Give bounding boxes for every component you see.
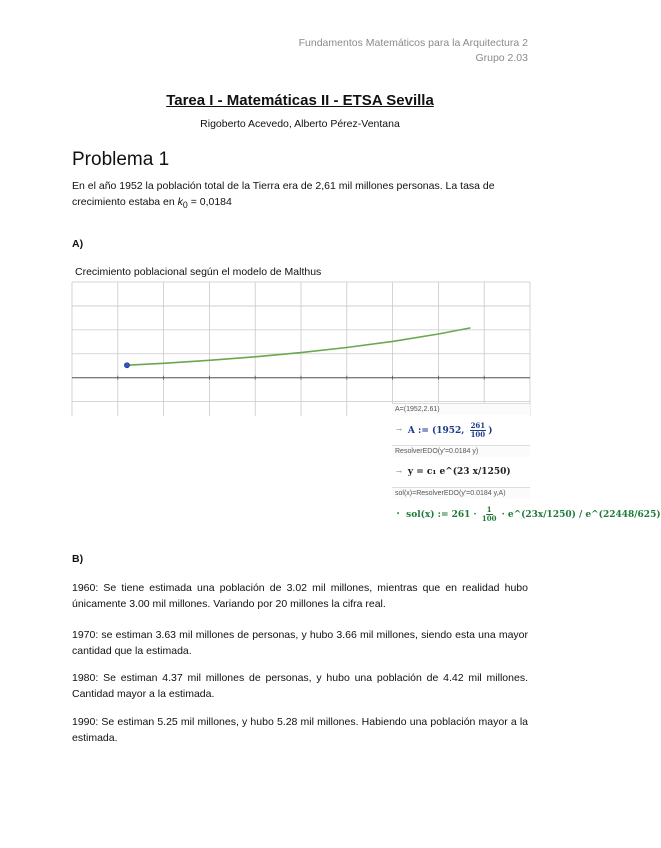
solution-fraction-den: 100 bbox=[481, 513, 497, 523]
paragraph-1990: 1990: Se estiman 5.25 mil millones, y hubo 5.28 mil millones. Habiendo una población mayor a la estimada. bbox=[72, 716, 528, 744]
solution-fraction-num: 1 bbox=[486, 504, 492, 514]
page-header bbox=[299, 36, 528, 66]
section-b-label: B) bbox=[72, 553, 84, 565]
paragraph-1960: 1960: Se tiene estimada una población de 3.02 mil millones, mientras que en realidad hubo únicamente 3.00 mil millones. Variando por 20 millones la cifra real. bbox=[72, 582, 528, 610]
ode-expression: y = c₁ e^(23 x/1250) bbox=[407, 467, 511, 477]
chart-svg bbox=[72, 282, 530, 416]
output-arrow-icon: → bbox=[396, 426, 402, 434]
problem-heading: Problema 1 bbox=[72, 149, 170, 170]
algebra-def-ode[interactable]: ResolverEDO(y'=0.0184 y) bbox=[392, 445, 530, 457]
solution-fraction bbox=[482, 506, 497, 523]
authors: Rigoberto Acevedo, Alberto Pérez-Ventana bbox=[200, 118, 400, 130]
group-name: Grupo 2.03 bbox=[475, 52, 528, 64]
rate-subscript: 0 bbox=[182, 200, 188, 211]
document-title: Tarea I - Matemáticas II - ETSA Sevilla bbox=[166, 92, 434, 109]
output-arrow-icon: • bbox=[396, 510, 401, 518]
algebra-output-point bbox=[392, 415, 530, 445]
course-name: Fundamentos Matemáticos para la Arquitectura 2 bbox=[298, 37, 528, 49]
algebra-view bbox=[392, 403, 661, 545]
malthus-chart bbox=[72, 282, 530, 416]
rate-symbol: k bbox=[177, 196, 183, 208]
algebra-output-ode bbox=[392, 457, 530, 487]
point-fraction-den: 100 bbox=[470, 429, 486, 439]
solution-expression bbox=[406, 506, 660, 523]
series-line bbox=[127, 328, 471, 365]
paragraph-1980: 1980: Se estiman 4.37 mil millones de personas, y hubo una población de 4.42 mil millones. Cantidad mayor a la estimada. bbox=[72, 672, 528, 700]
point-a bbox=[124, 363, 129, 368]
rate-value: = 0,0184 bbox=[187, 196, 232, 208]
algebra-def-point[interactable]: A=(1952,2.61) bbox=[392, 403, 530, 415]
solution-prefix: sol(x) := 261 · bbox=[406, 509, 480, 520]
section-a-label: A) bbox=[72, 238, 84, 250]
algebra-def-solution[interactable]: sol(x)=ResolverEDO(y'=0.0184 y,A) bbox=[392, 487, 530, 499]
point-fraction-num: 261 bbox=[470, 420, 486, 430]
solution-suffix: · e^(23x/1250) / e^(22448/625) bbox=[498, 509, 661, 520]
paragraph-1970: 1970: se estiman 3.63 mil millones de personas, y hubo 3.66 mil millones, siendo esta una mayor cantidad que la estimada. bbox=[72, 629, 528, 657]
output-arrow-icon: → bbox=[396, 468, 402, 476]
problem-intro bbox=[72, 178, 530, 213]
algebra-output-solution bbox=[392, 499, 661, 529]
point-expression bbox=[408, 422, 493, 439]
chart-title: Crecimiento poblacional según el modelo de Malthus bbox=[75, 266, 322, 278]
point-suffix: ) bbox=[488, 425, 493, 436]
intro-text: En el año 1952 la población total de la Tierra era de 2,61 mil millones personas. La tasa de crecimiento estaba en bbox=[72, 180, 495, 208]
point-fraction bbox=[470, 422, 487, 439]
point-prefix: A := (1952, bbox=[407, 425, 468, 436]
